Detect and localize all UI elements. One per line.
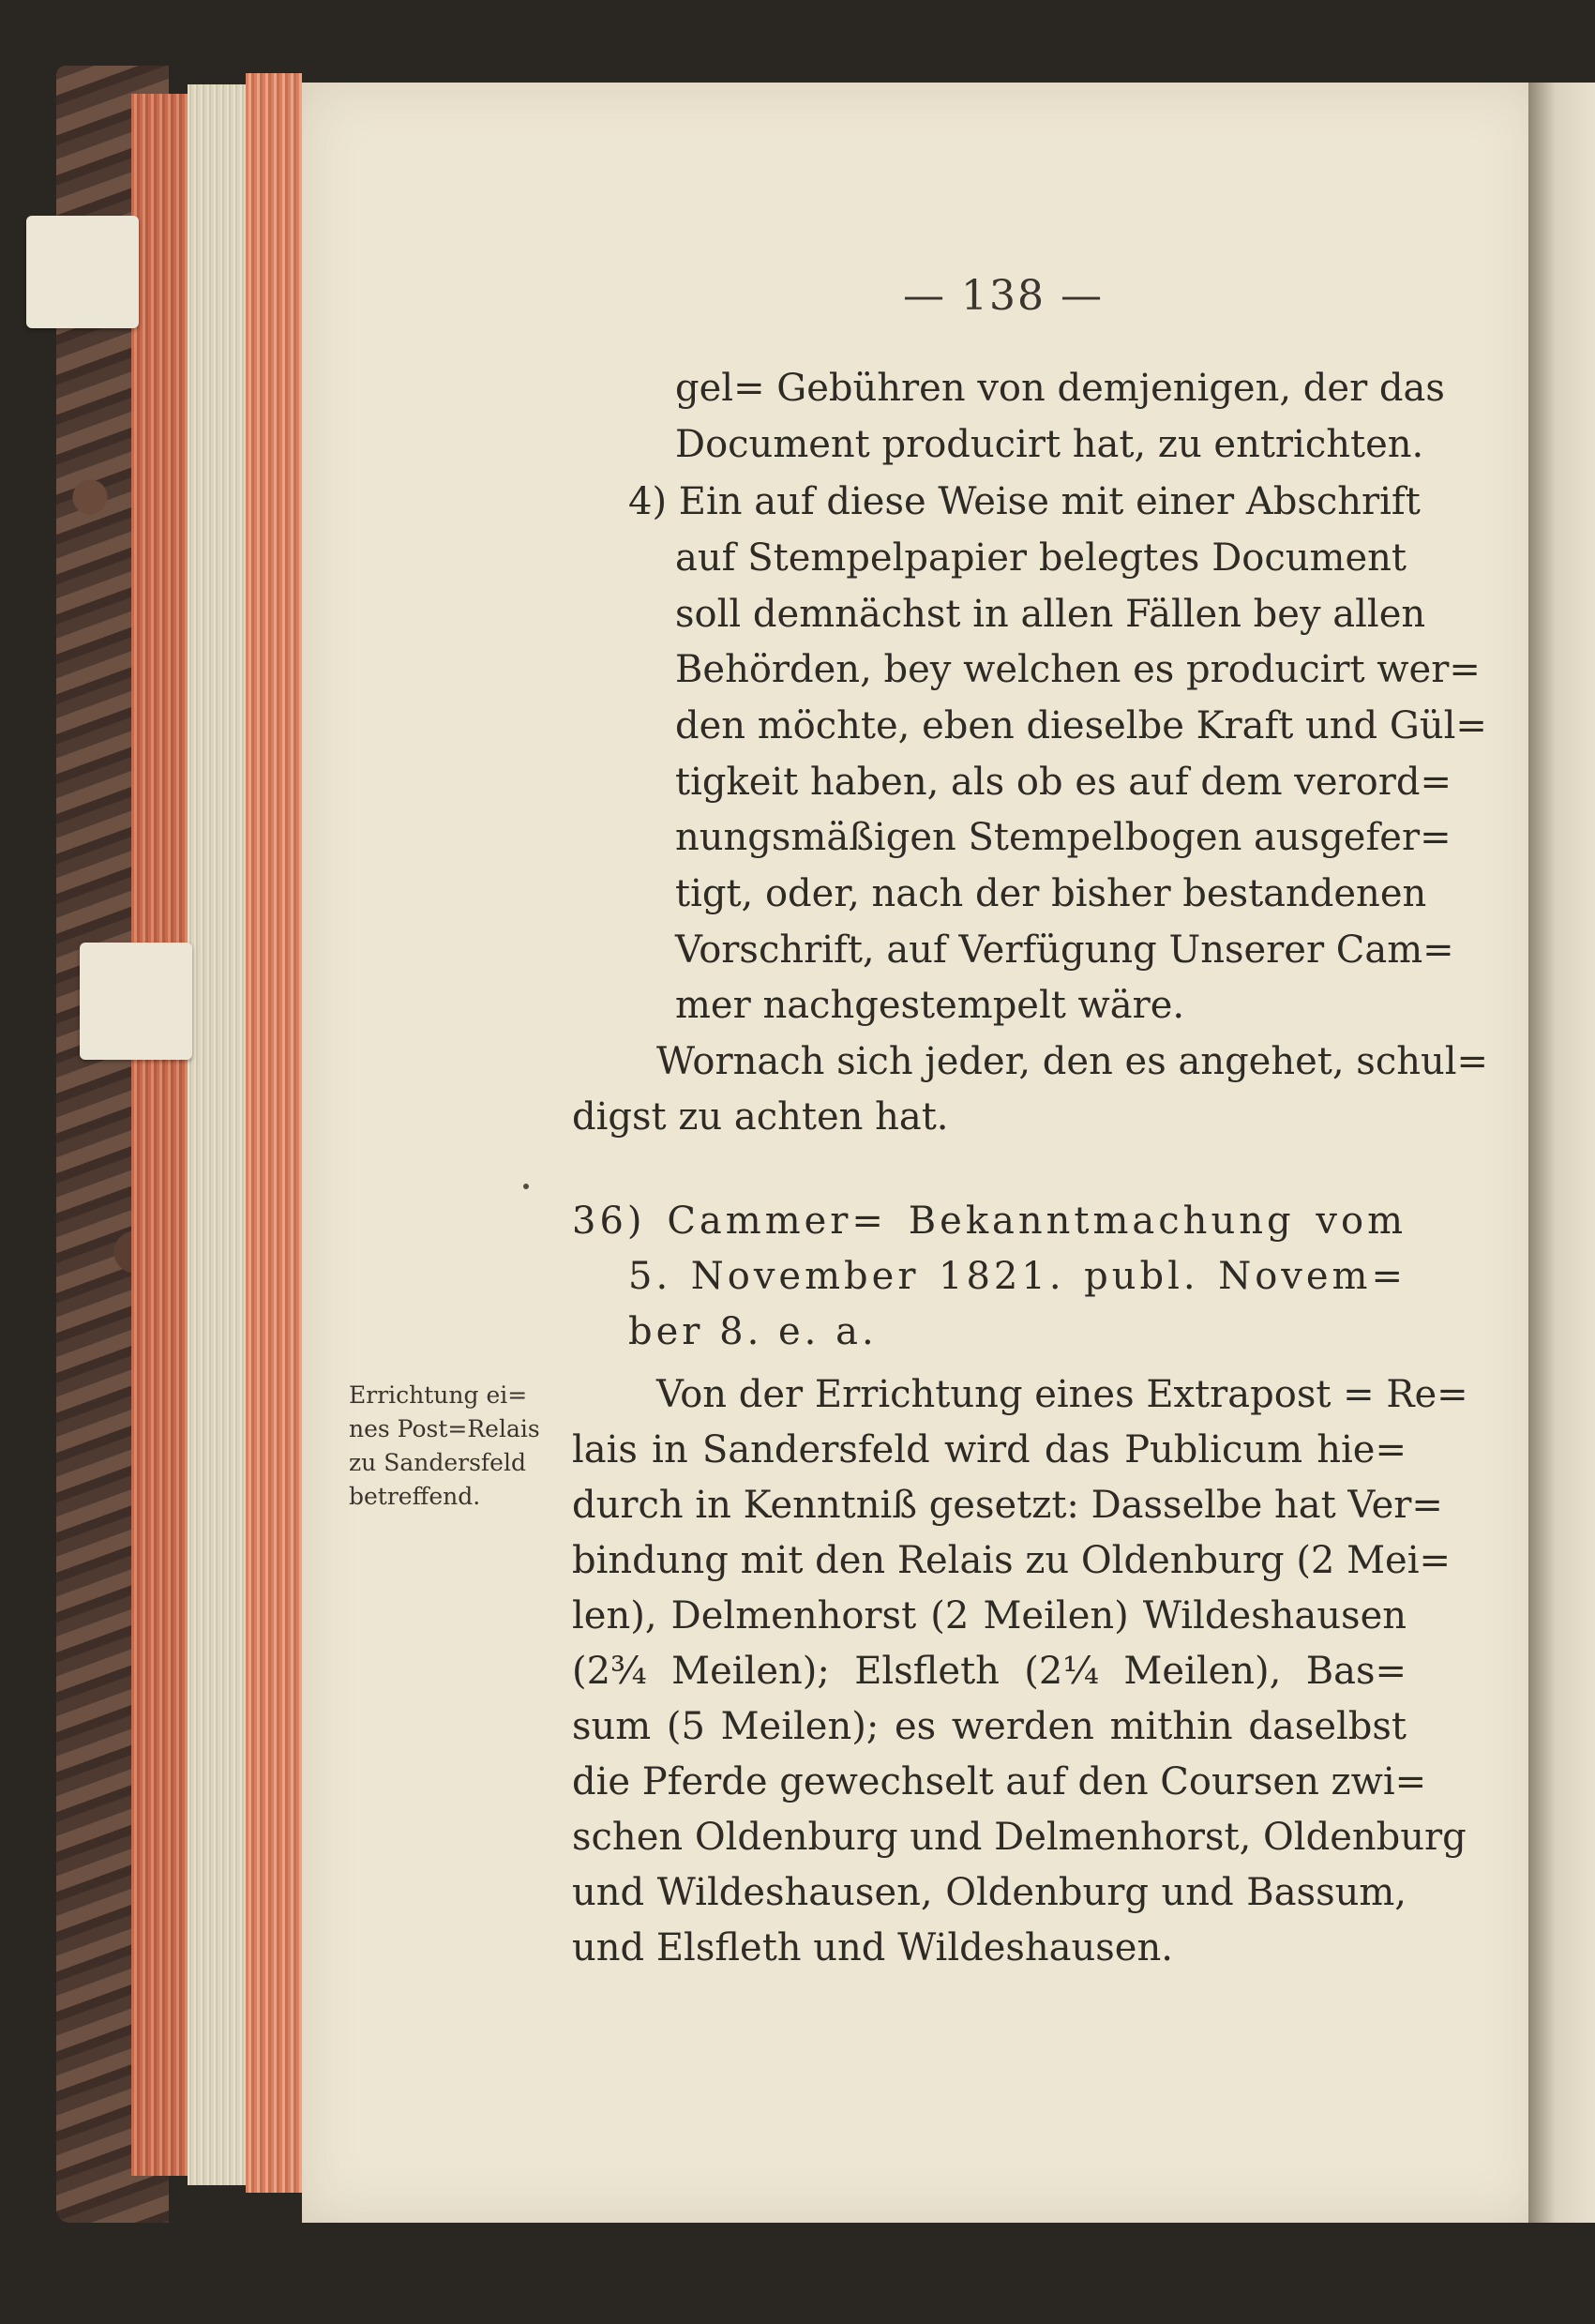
text-line: und Wildeshausen, Oldenburg und Bassum,	[572, 1871, 1407, 1914]
text-line: Vorschrift, auf Verfügung Unserer Cam=	[675, 928, 1454, 972]
margin-note-line: betreffend.	[349, 1483, 481, 1510]
page-edges-red-inner	[246, 73, 302, 2193]
text-line: (2¾ Meilen); Elsfleth (2¼ Meilen), Bas=	[572, 1650, 1407, 1693]
text-line: lais in Sandersfeld wird das Publicum hie=	[572, 1428, 1407, 1471]
margin-note-line: nes Post=Relais	[349, 1415, 540, 1442]
text-line: Von der Errichtung eines Extrapost = Re=	[656, 1373, 1468, 1416]
bookmark-tab-middle	[80, 943, 192, 1060]
margin-note-line: Errichtung ei=	[349, 1381, 528, 1409]
text-line: tigt, oder, nach der bisher bestandenen	[675, 872, 1427, 915]
text-line: soll demnächst in allen Fällen bey allen	[675, 593, 1426, 636]
text-line: gel= Gebühren von demjenigen, der das	[675, 367, 1445, 410]
text-line: digst zu achten hat.	[572, 1095, 949, 1139]
text-line: die Pferde gewechselt auf den Coursen zwi=	[572, 1760, 1427, 1803]
text-line: mer nachgestempelt wäre.	[675, 984, 1185, 1027]
margin-note	[349, 1379, 574, 1514]
text-line: schen Oldenburg und Delmenhorst, Oldenburg	[572, 1816, 1467, 1859]
page-number: — 138 —	[903, 272, 1104, 320]
text-line: auf Stempelpapier belegtes Document	[675, 536, 1407, 580]
margin-note-line: zu Sandersfeld	[349, 1449, 526, 1476]
section-heading-line: ber 8. e. a.	[628, 1310, 878, 1353]
bookmark-tab-top	[26, 216, 139, 328]
next-page-gutter	[1528, 83, 1595, 2223]
page-edges	[188, 84, 253, 2185]
section-heading-line: 5. November 1821. publ. Novem=	[628, 1255, 1407, 1298]
text-line: tigkeit haben, als ob es auf dem verord=	[675, 761, 1452, 804]
text-line: den möchte, eben dieselbe Kraft und Gül=	[675, 704, 1487, 747]
text-line: len), Delmenhorst (2 Meilen) Wildeshausen	[572, 1594, 1407, 1637]
text-line: sum (5 Meilen); es werden mithin daselbst	[572, 1705, 1407, 1748]
page-edges-red	[131, 94, 188, 2176]
text-line: durch in Kenntniß gesetzt: Dasselbe hat Ver=	[572, 1484, 1443, 1527]
section-heading-line: 36) Cammer= Bekanntmachung vom	[572, 1200, 1407, 1243]
ink-dot	[523, 1184, 529, 1189]
text-line: Document producirt hat, zu entrichten.	[675, 423, 1424, 466]
text-line: 4) Ein auf diese Weise mit einer Abschrift	[628, 480, 1421, 523]
text-line: bindung mit den Relais zu Oldenburg (2 Mei=	[572, 1539, 1452, 1582]
text-line: Behörden, bey welchen es producirt wer=	[675, 648, 1481, 691]
text-line: und Elsfleth und Wildeshausen.	[572, 1926, 1173, 1969]
text-line: Wornach sich jeder, den es angehet, schul=	[656, 1040, 1489, 1083]
text-line: nungsmäßigen Stempelbogen ausgefer=	[675, 816, 1452, 859]
